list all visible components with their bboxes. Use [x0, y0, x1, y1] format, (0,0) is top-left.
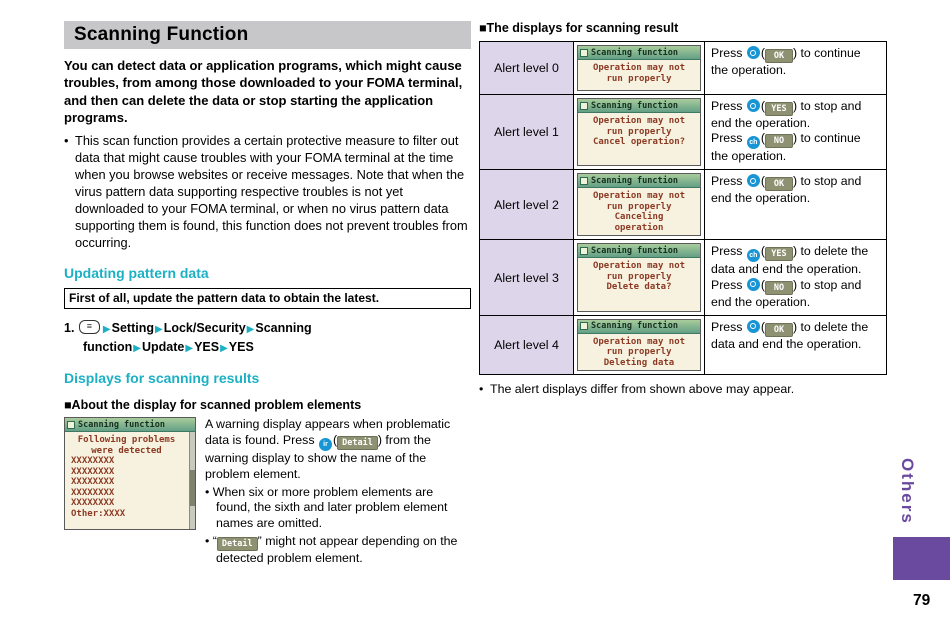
screen-line: run properly [606, 347, 672, 358]
softkey-yes-label: YES [765, 247, 793, 261]
screen-line: run properly [606, 73, 672, 84]
right-column [479, 21, 887, 396]
screen-title: Scanning function [591, 47, 678, 58]
screen-line: XXXXXXXX [71, 487, 115, 498]
scrollbar-thumb [190, 470, 195, 506]
alert-description: Press ch ( NO ) to continue the operation. [711, 131, 861, 164]
enter-key-icon [747, 174, 760, 187]
alert-level-cell: Alert level 4 [480, 316, 573, 375]
updating-pattern-heading: Updating pattern data [64, 264, 209, 281]
screen-line: Canceling [614, 212, 664, 223]
table-footnote: • The alert displays differ from shown above may appear. [479, 382, 887, 396]
scanning-icon [580, 322, 588, 330]
screen-body [578, 113, 700, 165]
enter-key-icon [747, 278, 760, 291]
ir-key-icon: ir [319, 438, 332, 451]
step-arrow-icon: ▶ [102, 323, 111, 335]
screen-body [578, 60, 700, 90]
alert-table-row [480, 42, 886, 94]
step-arrow-icon: ▶ [246, 323, 255, 335]
alert-screen-cell [573, 42, 704, 94]
softkey-ok-label: OK [765, 49, 793, 63]
alert-level-cell: Alert level 1 [480, 95, 573, 169]
screen-line: Operation may not [592, 191, 686, 202]
intro-text: You can detect data or application programs, which might cause troubles, from among those downloaded to your FOMA terminal, and then can delete the data or stop starting the application programs. [64, 58, 463, 126]
alert-screen-cell [573, 170, 704, 239]
problem-screen-cell [64, 417, 196, 530]
step-item: Setting [111, 320, 154, 335]
screen-title: Scanning function [591, 321, 678, 332]
chapter-tab-block [893, 537, 950, 580]
alert-screen-cell [573, 316, 704, 375]
alert-table-row [480, 239, 886, 314]
alert-level-cell: Alert level 0 [480, 42, 573, 94]
softkey-yes-label: YES [765, 102, 793, 116]
alert-desc-cell [704, 240, 886, 314]
alert-table-row [480, 94, 886, 169]
about-note: • “ Detail ” might not appear depending on the detected problem element. [205, 534, 471, 567]
phone-screen [577, 173, 701, 236]
scanning-icon [580, 102, 588, 110]
screen-line: Delete data? [606, 282, 672, 293]
about-paragraph: A warning display appears when problematic data is found. Press ir ( Detail ) from the warning display to show the name of the problem element. [205, 417, 451, 481]
screen-line: XXXXXXXX [71, 477, 115, 488]
screen-line: run properly [606, 126, 672, 137]
about-text [205, 417, 471, 568]
screen-title: Scanning function [591, 100, 678, 111]
softkey-no-label: NO [765, 281, 793, 295]
screen-line: Deleting data [603, 357, 675, 368]
section-title: Scanning Function [64, 21, 471, 49]
ch-key-icon: ch [747, 249, 760, 262]
softkey-ok-label: OK [765, 323, 793, 337]
step-arrow-icon: ▶ [185, 342, 194, 354]
screen-title-bar [578, 244, 700, 258]
screen-line: operation [614, 222, 664, 233]
step-item: YES [228, 339, 254, 354]
phone-screen [64, 417, 196, 530]
phone-screen [577, 45, 701, 91]
scanning-icon [580, 49, 588, 57]
screen-title: Scanning function [78, 419, 165, 430]
softkey-detail-label: Detail [217, 537, 258, 551]
alert-level-cell: Alert level 3 [480, 240, 573, 314]
scanning-icon [67, 421, 75, 429]
step-number: 1. [64, 320, 75, 335]
ch-key-icon: ch [747, 136, 760, 149]
screen-line: Operation may not [592, 261, 686, 272]
enter-key-icon [747, 46, 760, 59]
screen-scrollbar [189, 432, 195, 529]
screen-line: run properly [606, 201, 672, 212]
screen-body [578, 334, 700, 371]
menu-key-icon [79, 320, 100, 334]
alert-description: Press ( OK ) to delete the data and end the operation. [711, 319, 869, 351]
displays-heading: Displays for scanning results [64, 370, 260, 387]
step-item: YES [194, 339, 220, 354]
screen-body [578, 188, 700, 235]
enter-key-icon [747, 99, 760, 112]
screen-title-bar [578, 320, 700, 334]
alert-screen-cell [573, 95, 704, 169]
procedure-step [64, 319, 471, 358]
screen-line: XXXXXXXX [71, 456, 115, 467]
alert-desc-cell [704, 170, 886, 239]
alert-description: Press ( YES ) to stop and end the operation. [711, 99, 862, 130]
alert-description: Press ( NO ) to stop and end the operation. [711, 277, 862, 309]
screen-title-bar [65, 418, 195, 432]
screen-title-bar [578, 46, 700, 60]
screen-line: were detected [91, 445, 162, 456]
step-arrow-icon: ▶ [220, 342, 228, 354]
phone-screen [577, 98, 701, 166]
step-arrow-icon: ▶ [154, 323, 163, 335]
about-subheading: ■About the display for scanned problem elements [64, 398, 362, 413]
step-path [83, 321, 312, 354]
page-number: 79 [913, 592, 931, 609]
alert-desc-cell [704, 42, 886, 94]
screen-title-bar [578, 174, 700, 188]
alert-description: Press ch ( YES ) to delete the data and end the operation. [711, 244, 869, 277]
softkey-ok-label: OK [765, 177, 793, 191]
scanning-result-heading: ■The displays for scanning result [479, 21, 679, 35]
screen-body [65, 432, 195, 529]
screen-line: Cancel operation? [592, 137, 686, 147]
alert-desc-cell [704, 316, 886, 375]
step-item: Scanning function [83, 320, 312, 354]
left-column [64, 21, 471, 569]
step-arrow-icon: ▶ [133, 342, 141, 354]
screen-body [578, 258, 700, 310]
step-item: Lock/Security [163, 320, 246, 335]
scanning-icon [580, 247, 588, 255]
phone-screen [577, 319, 701, 372]
alert-table-row [480, 169, 886, 239]
alert-level-cell: Alert level 2 [480, 170, 573, 239]
screen-title-bar [578, 99, 700, 113]
update-note-box: First of all, update the pattern data to obtain the latest. [64, 288, 471, 309]
screen-line: Operation may not [592, 116, 686, 126]
alert-desc-cell [704, 95, 886, 169]
screen-line: Operation may not [592, 336, 686, 347]
intro-note: • This scan function provides a certain protective measure to filter out data that might cause troubles with your FOMA terminal at the time when you browse websites or receive messages. Note that when the virus pattern data supporting respective troubles is not yet downloaded to your FOMA terminal, or when no virus pattern data supporting them is found, this function does not prevent troubles from occurring. [64, 132, 471, 252]
screen-title: Scanning function [591, 175, 678, 186]
alert-table-row [480, 315, 886, 375]
alert-table [479, 41, 887, 375]
enter-key-icon [747, 320, 760, 333]
screen-line: Following problems [77, 435, 176, 446]
screen-line: Other:XXXX [71, 508, 126, 519]
phone-screen [577, 243, 701, 311]
about-row [64, 417, 471, 568]
alert-description: Press ( OK ) to stop and end the operation. [711, 174, 862, 206]
about-note: • When six or more problem elements are found, the sixth and later problem element names are omitted. [205, 485, 471, 532]
screen-line: Operation may not [592, 63, 686, 73]
chapter-tab-label: Others [898, 458, 917, 525]
step-item: Update [142, 339, 185, 354]
softkey-no-label: NO [765, 134, 793, 148]
scanning-icon [580, 177, 588, 185]
screen-title: Scanning function [591, 245, 678, 256]
softkey-detail-label: Detail [337, 436, 378, 450]
alert-description: Press ( OK ) to continue the operation. [711, 46, 861, 77]
alert-screen-cell [573, 240, 704, 314]
screen-line: XXXXXXXX [71, 498, 115, 509]
screen-line: XXXXXXXX [71, 466, 115, 477]
screen-line: run properly [606, 271, 672, 282]
